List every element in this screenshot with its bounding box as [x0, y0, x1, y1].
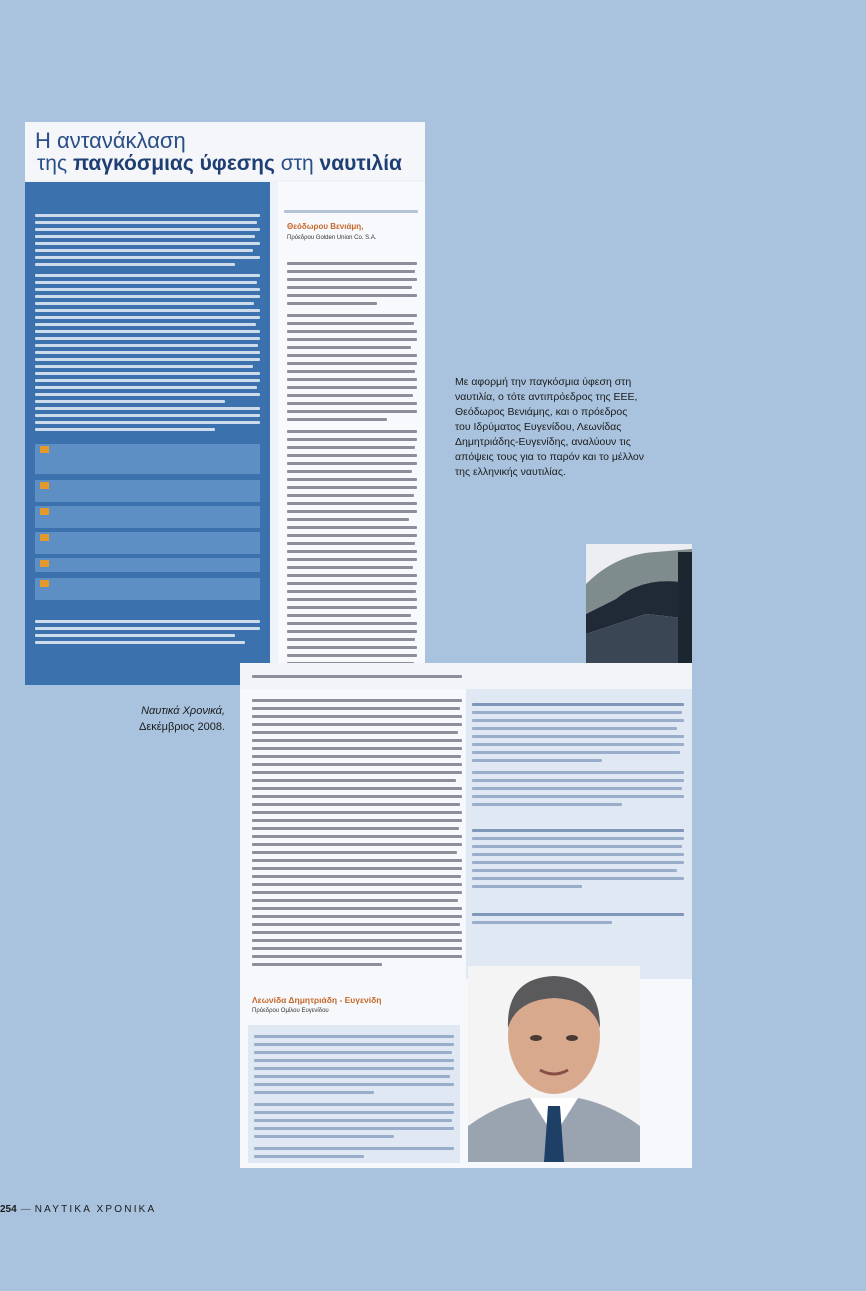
article-clipping-top — [25, 122, 425, 685]
caption-source: Ναυτικά Χρονικά, — [141, 705, 225, 717]
magazine-name: ΝΑΥΤΙΚΑ ΧΡΟΝΙΚΑ — [34, 1204, 157, 1215]
qa-box-lower — [248, 1025, 460, 1163]
interviewee1-role: Πρόεδρου Golden Union Co. S.A. — [287, 235, 377, 241]
qa-box — [466, 689, 692, 979]
caption-date: Δεκέμβριος 2008. — [138, 721, 225, 733]
interviewee2-name: Λεωνίδα Δημητριάδη - Ευγενίδη — [252, 995, 382, 1005]
interview-column — [278, 182, 425, 685]
article-title-line2: της παγκόσμιας ύφεσης στη ναυτιλία — [37, 152, 402, 175]
ship-photo — [586, 544, 692, 663]
page-footer — [0, 1204, 156, 1215]
intro-text-block — [25, 182, 270, 685]
interviewee2-role: Πρόεδρου Ομίλου Ευγενίδου — [252, 1008, 329, 1014]
interviewee1-name: Θεόδωρου Βενιάμη, — [287, 222, 364, 231]
caption-right: Με αφορμή την παγκόσμια ύφεση στη ναυτιλία, ο τότε αντιπρόεδρος της ΕΕΕ, Θεόδωρος Βενιάμης, και ο πρόεδρος του Ιδρύματος Ευγενίδου, Λεωνίδας Δημητριάδης-Ευγενίδης, αναλύουν τις απόψεις τους για το παρόν και το μέλλον της ελληνικής ναυτιλίας. — [455, 376, 645, 478]
caption-left — [105, 703, 225, 735]
footer-dash: — — [20, 1204, 31, 1215]
portrait-photo — [468, 966, 640, 1162]
page-number: 254 — [0, 1204, 17, 1215]
article-title-line1: Η αντανάκλαση — [35, 128, 186, 153]
